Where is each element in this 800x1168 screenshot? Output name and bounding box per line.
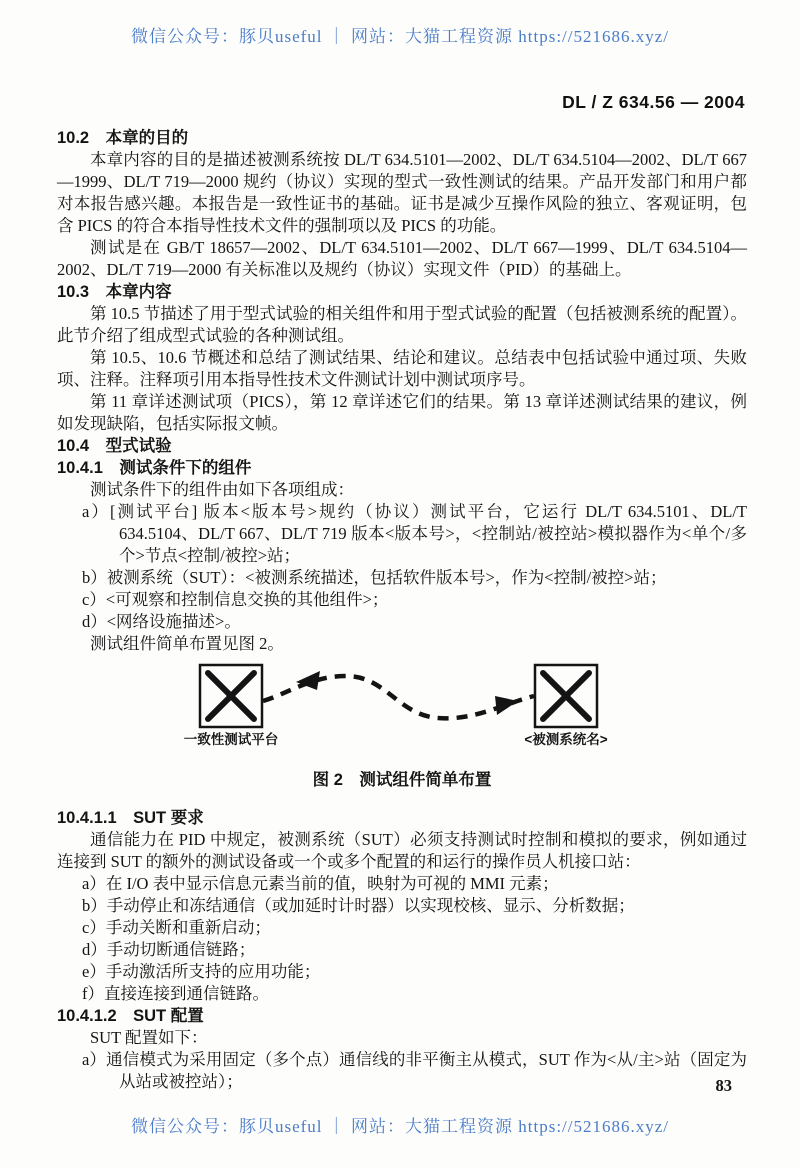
doc-number: DL / Z 634.56 — 2004 xyxy=(562,92,745,112)
page-body xyxy=(57,127,747,1093)
list-item-d: d）手动切断通信链路； xyxy=(82,940,256,959)
section-heading-10-4-1-1: 10.4.1.1 SUT 要求 xyxy=(57,809,204,827)
list-item-f: f）直接连接到通信链路。 xyxy=(82,984,269,1003)
section-heading-10-4-1-2: 10.4.1.2 SUT 配置 xyxy=(57,1007,204,1025)
dashed-link-arrow-icon xyxy=(263,671,534,718)
paragraph: 测试是在 GB/T 18657—2002、DL/T 634.5101—2002、DL/T 667—1999、DL/T 634.5104—2002、DL/T 719—2000 有关标准以及规约（协议）实现文件（PID）的基础上。 xyxy=(57,238,747,279)
figure-2-diagram xyxy=(184,663,614,759)
paragraph: SUT 配置如下： xyxy=(90,1028,208,1047)
section-heading-10-2: 10.2 本章的目的 xyxy=(57,129,189,147)
list-item-c: c）<可观察和控制信息交换的其他组件>； xyxy=(82,590,389,609)
list-item-d: d）<网络设施描述>。 xyxy=(82,612,241,631)
list-item-b: b）被测系统（SUT）：<被测系统描述，包括软件版本号>，作为<控制/被控>站； xyxy=(82,568,667,587)
paragraph: 测试组件简单布置见图 2。 xyxy=(90,634,284,653)
section-heading-10-3: 10.3 本章内容 xyxy=(57,283,172,301)
paragraph: 第 10.5 节描述了用于型式试验的相关组件和用于型式试验的配置（包括被测系统的配置）。此节介绍了组成型式试验的各种测试组。 xyxy=(57,304,747,345)
paragraph: 通信能力在 PID 中规定，被测系统（SUT）必须支持测试时控制和模拟的要求，例如通过连接到 SUT 的额外的测试设备或一个或多个配置的和运行的操作员人机接口站： xyxy=(57,830,747,871)
paragraph: 第 11 章详述测试项（PICS），第 12 章详述它们的结果。第 13 章详述测试结果的建议，例如发现缺陷，包括实际报文帧。 xyxy=(57,392,747,433)
paragraph: 本章内容的目的是描述被测系统按 DL/T 634.5101—2002、DL/T 634.5104—2002、DL/T 667—1999、DL/T 719—2000 规约（协议）实现的型式一致性测试的结果。产品开发部门和用户都对本报告感兴趣。本报告是一致性证书的基础。证书是减少互操作风险的独立、客观证明，包含 PICS 的符合本指导性技术文件的强制项以及 PICS 的功能。 xyxy=(57,150,747,235)
node-label-test-platform: 一致性测试平台 xyxy=(183,732,279,747)
paragraph: 第 10.5、10.6 节概述和总结了测试结果、结论和建议。总结表中包括试验中通过项、失败项、注释。注释项引用本指导性技术文件测试计划中测试项序号。 xyxy=(57,348,747,389)
test-platform-node-icon xyxy=(200,665,262,727)
list-item-c: c）手动关断和重新启动； xyxy=(82,918,271,937)
list-item-a: a）在 I/O 表中显示信息元素当前的值，映射为可视的 MMI 元素； xyxy=(82,874,559,893)
page-number: 83 xyxy=(715,1076,732,1095)
section-heading-10-4-1: 10.4.1 测试条件下的组件 xyxy=(57,459,252,477)
section-heading-10-4: 10.4 型式试验 xyxy=(57,437,172,455)
sut-node-icon xyxy=(535,665,597,727)
figure-2-drawing xyxy=(184,663,614,729)
figure-2 xyxy=(57,663,747,791)
list-item-e: e）手动激活所支持的应用功能； xyxy=(82,962,321,981)
list-item-b: b）手动停止和冻结通信（或加延时计时器）以实现校核、显示、分析数据； xyxy=(82,896,635,915)
watermark-top: 微信公众号：豚贝useful ｜ 网站：大猫工程资源 https://521686.xyz/ xyxy=(130,27,670,46)
node-label-sut: <被测系统名> xyxy=(524,732,608,747)
watermark-bottom: 微信公众号：豚贝useful ｜ 网站：大猫工程资源 https://521686.xyz/ xyxy=(130,1117,670,1136)
list-item-a: a）通信模式为采用固定（多个点）通信线的非平衡主从模式，SUT 作为<从/主>站（固定为从站或被控站）； xyxy=(82,1050,747,1091)
figure-2-caption: 图 2 测试组件简单布置 xyxy=(312,771,492,789)
list-item-a: a）[测试平台] 版本<版本号>规约（协议）测试平台，它运行 DL/T 634.5101、DL/T 634.5104、DL/T 667、DL/T 719 版本<版本号>，<控制站/被控站>模拟器作为<单个/多个>节点<控制/被控>站； xyxy=(82,502,747,565)
paragraph: 测试条件下的组件由如下各项组成： xyxy=(90,480,354,499)
